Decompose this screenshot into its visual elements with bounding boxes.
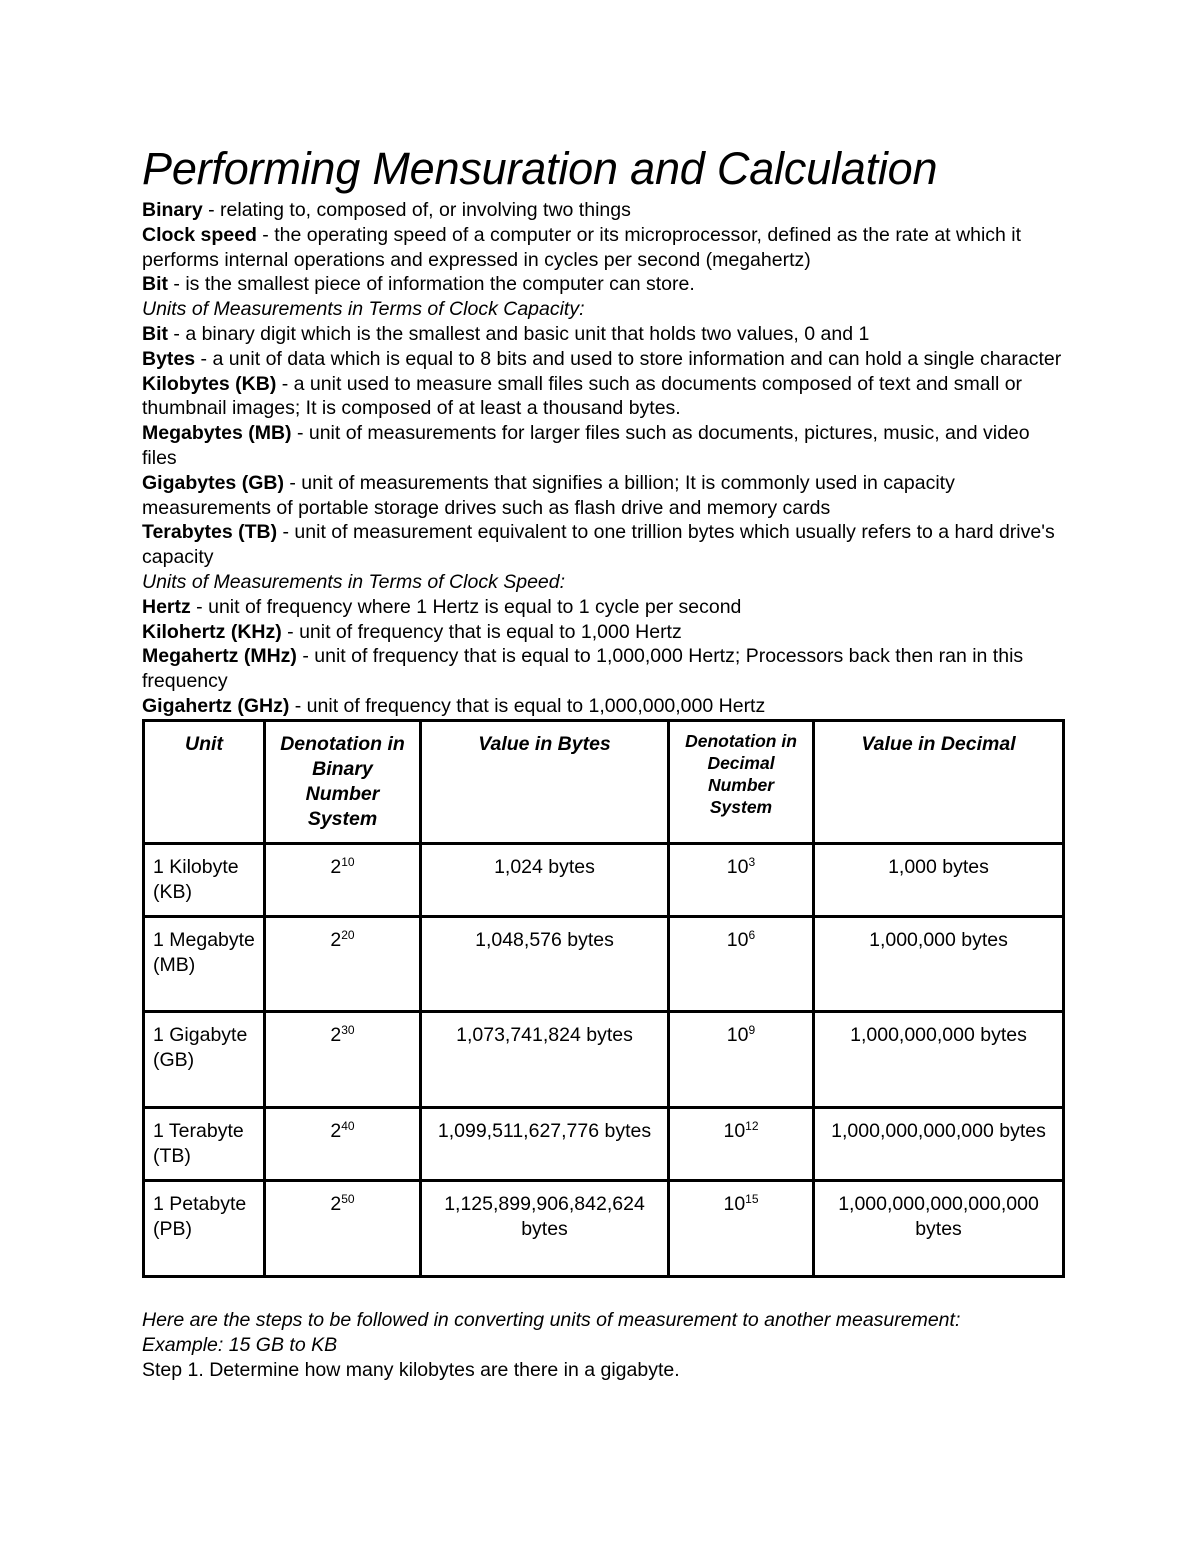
decimal-exponent: 15: [745, 1191, 759, 1206]
speed-unit: [142, 620, 1062, 645]
example-line: Example: 15 GB to KB: [142, 1333, 338, 1356]
capacity-unit: [142, 347, 1062, 372]
header-cell: Value in Bytes: [421, 720, 669, 843]
term: Gigabytes (GB): [142, 471, 284, 494]
term-text: - unit of frequency that is equal to 1,000,000,000 Hertz: [289, 694, 766, 717]
binary-exponent: 30: [341, 1022, 355, 1037]
bytes-cell: 1,125,899,906,842,624 bytes: [421, 1180, 669, 1276]
term: Kilobytes (KB): [142, 372, 277, 395]
unit-cell: 1 Petabyte (PB): [144, 1180, 265, 1276]
term: Gigahertz (GHz): [142, 694, 290, 717]
bytes-cell: 1,099,511,627,776 bytes: [421, 1107, 669, 1180]
capacity-unit: [142, 520, 1062, 570]
decimal-base: 10: [726, 928, 749, 951]
term: Hertz: [142, 595, 191, 618]
term-text: - unit of frequency that is equal to 1,000,000 Hertz; Processors back then ran in this frequency: [142, 645, 1024, 693]
term-text: - a binary digit which is the smallest and basic unit that holds two values, 0 and 1: [168, 322, 870, 345]
term: Megahertz (MHz): [142, 645, 297, 668]
table-row: [144, 1011, 1064, 1107]
speed-unit: [142, 644, 1062, 694]
unit-cell: 1 Gigabyte (GB): [144, 1011, 265, 1107]
term-text: - unit of frequency that is equal to 1,000 Hertz: [281, 620, 682, 643]
page-title: Performing Mensuration and Calculation: [142, 143, 938, 194]
bytes-cell: 1,073,741,824 bytes: [421, 1011, 669, 1107]
decimal-value-cell: 1,000,000,000 bytes: [814, 1011, 1064, 1107]
definition-clock-speed: [142, 223, 1062, 273]
binary-base: 2: [330, 928, 342, 951]
bytes-cell: 1,048,576 bytes: [421, 916, 669, 1011]
unit-cell: 1 Terabyte (TB): [144, 1107, 265, 1180]
capacity-heading: Units of Measurements in Terms of Clock Capacity:: [142, 298, 585, 321]
binary-base: 2: [330, 1119, 342, 1142]
binary-cell: [265, 1107, 421, 1180]
decimal-denotation-cell: [669, 843, 814, 916]
term-text: - relating to, composed of, or involving two things: [202, 199, 631, 221]
decimal-denotation-cell: [669, 1180, 814, 1276]
unit-cell: 1 Kilobyte (KB): [144, 843, 265, 916]
definition-binary: [142, 198, 1062, 223]
binary-base: 2: [330, 855, 342, 878]
term: Megabytes (MB): [142, 422, 292, 445]
speed-unit: [142, 694, 1062, 719]
decimal-denotation-cell: [669, 1011, 814, 1107]
decimal-value-cell: 1,000,000,000,000 bytes: [814, 1107, 1064, 1180]
term: Clock speed: [142, 223, 257, 246]
decimal-exponent: 9: [748, 1022, 756, 1037]
table-row: [144, 1180, 1064, 1276]
units-table: [142, 719, 1065, 1278]
decimal-exponent: 6: [748, 927, 756, 942]
steps-intro: Here are the steps to be followed in converting units of measurement to another measurement:: [142, 1308, 961, 1331]
header-cell: Denotation in Binary Number System: [265, 720, 421, 843]
decimal-exponent: 3: [748, 854, 756, 869]
decimal-denotation-cell: [669, 1107, 814, 1180]
decimal-base: 10: [726, 855, 749, 878]
decimal-base: 10: [723, 1192, 746, 1215]
capacity-unit: [142, 421, 1062, 471]
table-header-row: [144, 720, 1064, 843]
binary-cell: [265, 916, 421, 1011]
binary-exponent: 20: [341, 927, 355, 942]
header-cell: Value in Decimal: [814, 720, 1064, 843]
term-text: - is the smallest piece of information the computer can store.: [168, 273, 695, 296]
capacity-unit: [142, 372, 1062, 422]
speed-unit: [142, 595, 1062, 620]
definitions: [142, 198, 1062, 719]
step-1: Step 1. Determine how many kilobytes are there in a gigabyte.: [142, 1358, 680, 1381]
speed-heading: Units of Measurements in Terms of Clock Speed:: [142, 570, 566, 593]
header-cell: Denotation in Decimal Number System: [669, 720, 814, 843]
binary-cell: [265, 1011, 421, 1107]
term: Kilohertz (KHz): [142, 620, 282, 643]
term-text: - unit of measurements for larger files such as documents, pictures, music, and video files: [142, 422, 1030, 469]
definition-bit: [142, 272, 1062, 297]
term: Terabytes (TB): [142, 521, 278, 544]
capacity-unit: [142, 471, 1062, 521]
decimal-exponent: 12: [745, 1118, 759, 1133]
term-text: - a unit of data which is equal to 8 bits and used to store information and can hold a single character: [195, 347, 1062, 370]
binary-exponent: 40: [341, 1118, 355, 1133]
binary-base: 2: [330, 1192, 342, 1215]
term-text: - unit of measurement equivalent to one trillion bytes which usually refers to a hard drive's capacity: [142, 521, 1055, 569]
document-page: [142, 140, 1062, 1383]
bytes-cell: 1,024 bytes: [421, 843, 669, 916]
term: Bit: [142, 273, 168, 296]
capacity-unit: [142, 322, 1062, 347]
term-text: - a unit used to measure small files such as documents composed of text and small or thumbnail images; It is composed of at least a thousand bytes.: [142, 372, 1023, 420]
conversion-steps: [142, 1308, 1062, 1383]
table-row: [144, 916, 1064, 1011]
header-cell: Unit: [144, 720, 265, 843]
decimal-base: 10: [726, 1023, 749, 1046]
term-text: - unit of frequency where 1 Hertz is equal to 1 cycle per second: [190, 595, 742, 618]
term: Bit: [142, 322, 168, 345]
term: Binary: [142, 199, 203, 221]
decimal-value-cell: 1,000 bytes: [814, 843, 1064, 916]
term-text: - unit of measurements that signifies a billion; It is commonly used in capacity measurements of portable storage drives such as flash drive and memory cards: [142, 471, 955, 519]
binary-cell: [265, 1180, 421, 1276]
table-row: [144, 1107, 1064, 1180]
binary-base: 2: [330, 1023, 342, 1046]
decimal-denotation-cell: [669, 916, 814, 1011]
term: Bytes: [142, 347, 196, 370]
unit-cell: 1 Megabyte (MB): [144, 916, 265, 1011]
binary-cell: [265, 843, 421, 916]
decimal-value-cell: 1,000,000 bytes: [814, 916, 1064, 1011]
binary-exponent: 10: [341, 854, 355, 869]
decimal-base: 10: [723, 1119, 746, 1142]
decimal-value-cell: 1,000,000,000,000,000 bytes: [814, 1180, 1064, 1276]
binary-exponent: 50: [341, 1191, 355, 1206]
table-row: [144, 843, 1064, 916]
term-text: - the operating speed of a computer or its microprocessor, defined as the rate at which it performs internal operations and expressed in cycles per second (megahertz): [142, 223, 1022, 271]
